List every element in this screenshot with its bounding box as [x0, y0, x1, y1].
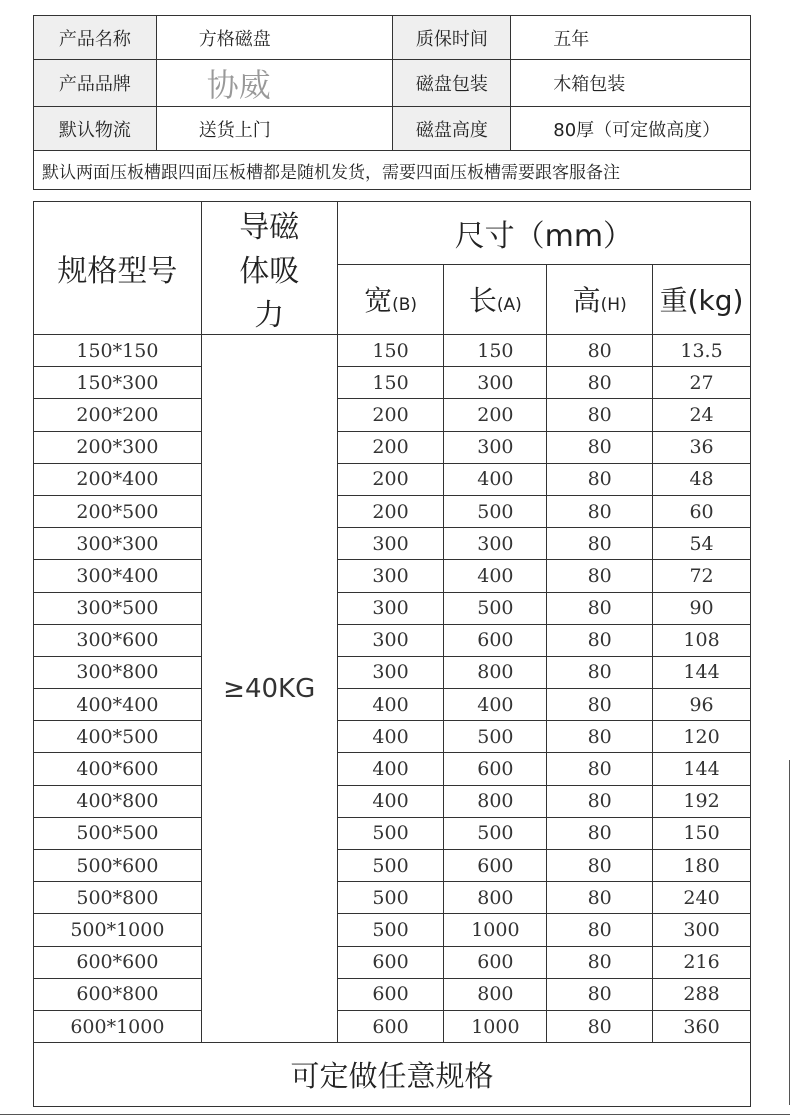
width-cell: 500 — [337, 882, 444, 914]
custom-spec-note: 可定做任意规格 — [34, 1043, 751, 1107]
table-row — [34, 1010, 751, 1042]
model-cell: 300*500 — [34, 592, 202, 624]
weight-cell: 96 — [653, 689, 751, 721]
weight-cell: 240 — [653, 882, 751, 914]
table-row — [34, 528, 751, 560]
length-cell: 600 — [444, 753, 547, 785]
width-header-sub: (B) — [392, 295, 418, 316]
length-cell: 600 — [444, 624, 547, 656]
table-row — [34, 656, 751, 688]
product-info-table — [33, 15, 751, 190]
model-cell: 200*400 — [34, 463, 202, 495]
length-cell: 300 — [444, 431, 547, 463]
model-cell: 300*400 — [34, 560, 202, 592]
product-name-value: 方格磁盘 — [156, 16, 393, 60]
table-row — [34, 367, 751, 399]
table-row — [34, 399, 751, 431]
edge-line — [0, 1114, 790, 1115]
weight-cell: 288 — [653, 978, 751, 1010]
height-cell: 80 — [547, 817, 653, 849]
packaging-label: 磁盘包装 — [393, 60, 511, 107]
weight-cell: 150 — [653, 817, 751, 849]
height-cell: 80 — [547, 946, 653, 978]
table-row — [34, 335, 751, 367]
height-cell: 80 — [547, 528, 653, 560]
width-cell: 500 — [337, 914, 444, 946]
length-cell: 500 — [444, 817, 547, 849]
length-cell: 500 — [444, 592, 547, 624]
height-cell: 80 — [547, 399, 653, 431]
width-cell: 600 — [337, 1010, 444, 1042]
spec-table — [33, 201, 751, 1107]
height-cell: 80 — [547, 689, 653, 721]
weight-cell: 60 — [653, 495, 751, 527]
weight-cell: 360 — [653, 1010, 751, 1042]
length-cell: 800 — [444, 785, 547, 817]
model-cell: 150*300 — [34, 367, 202, 399]
height-cell: 80 — [547, 914, 653, 946]
table-row — [34, 592, 751, 624]
table-row — [34, 914, 751, 946]
weight-cell: 144 — [653, 656, 751, 688]
height-cell: 80 — [547, 624, 653, 656]
model-cell: 400*600 — [34, 753, 202, 785]
length-cell: 150 — [444, 335, 547, 367]
size-header: 尺寸（mm） — [337, 202, 750, 265]
model-cell: 400*400 — [34, 689, 202, 721]
height-cell: 80 — [547, 882, 653, 914]
length-cell: 1000 — [444, 1010, 547, 1042]
length-cell: 300 — [444, 528, 547, 560]
height-cell: 80 — [547, 592, 653, 624]
weight-header: 重(kg) — [653, 264, 751, 334]
width-cell: 600 — [337, 946, 444, 978]
length-cell: 300 — [444, 367, 547, 399]
model-cell: 500*800 — [34, 882, 202, 914]
width-header — [337, 264, 444, 334]
height-cell: 80 — [547, 495, 653, 527]
warranty-label: 质保时间 — [393, 16, 511, 60]
weight-cell: 216 — [653, 946, 751, 978]
height-cell: 80 — [547, 850, 653, 882]
info-row — [34, 16, 751, 60]
force-header: 导磁体吸力 — [201, 202, 337, 335]
weight-cell: 54 — [653, 528, 751, 560]
table-row — [34, 689, 751, 721]
width-cell: 600 — [337, 978, 444, 1010]
width-cell: 400 — [337, 689, 444, 721]
height-cell: 80 — [547, 978, 653, 1010]
weight-cell: 300 — [653, 914, 751, 946]
length-cell: 1000 — [444, 914, 547, 946]
brand-value: 协威 — [156, 60, 393, 107]
table-row — [34, 463, 751, 495]
table-row — [34, 560, 751, 592]
weight-cell: 24 — [653, 399, 751, 431]
height-cell: 80 — [547, 753, 653, 785]
weight-cell: 108 — [653, 624, 751, 656]
logistics-value: 送货上门 — [156, 107, 393, 151]
model-cell: 600*1000 — [34, 1010, 202, 1042]
spec-header-row — [34, 202, 751, 265]
length-cell: 800 — [444, 978, 547, 1010]
height-header — [547, 264, 653, 334]
width-cell: 300 — [337, 560, 444, 592]
table-row — [34, 850, 751, 882]
table-row — [34, 753, 751, 785]
model-cell: 500*500 — [34, 817, 202, 849]
model-cell: 500*1000 — [34, 914, 202, 946]
height-cell: 80 — [547, 463, 653, 495]
spec-footer-row — [34, 1043, 751, 1107]
table-row — [34, 624, 751, 656]
warranty-value: 五年 — [511, 16, 751, 60]
weight-cell: 36 — [653, 431, 751, 463]
weight-cell: 192 — [653, 785, 751, 817]
model-cell: 300*600 — [34, 624, 202, 656]
info-row — [34, 107, 751, 151]
length-cell: 500 — [444, 495, 547, 527]
model-cell: 300*800 — [34, 656, 202, 688]
height-label: 磁盘高度 — [393, 107, 511, 151]
table-row — [34, 785, 751, 817]
width-cell: 200 — [337, 495, 444, 527]
width-cell: 150 — [337, 335, 444, 367]
length-cell: 600 — [444, 946, 547, 978]
height-cell: 80 — [547, 721, 653, 753]
weight-cell: 48 — [653, 463, 751, 495]
height-header-sub: (H) — [600, 295, 627, 316]
length-cell: 400 — [444, 689, 547, 721]
width-cell: 200 — [337, 431, 444, 463]
model-cell: 200*200 — [34, 399, 202, 431]
force-value-cell: ≥40KG — [201, 335, 337, 1043]
weight-cell: 72 — [653, 560, 751, 592]
width-cell: 400 — [337, 721, 444, 753]
model-cell: 600*600 — [34, 946, 202, 978]
model-cell: 400*500 — [34, 721, 202, 753]
weight-cell: 120 — [653, 721, 751, 753]
length-cell: 200 — [444, 399, 547, 431]
brand-label: 产品品牌 — [34, 60, 157, 107]
model-cell: 300*300 — [34, 528, 202, 560]
spec-body — [34, 335, 751, 1043]
product-name-label: 产品名称 — [34, 16, 157, 60]
length-cell: 400 — [444, 463, 547, 495]
height-header-text: 高 — [572, 284, 601, 318]
info-note-row — [34, 151, 751, 190]
length-cell: 800 — [444, 656, 547, 688]
table-row — [34, 431, 751, 463]
model-cell: 600*800 — [34, 978, 202, 1010]
length-header-sub: (A) — [496, 295, 522, 316]
height-cell: 80 — [547, 785, 653, 817]
height-cell: 80 — [547, 656, 653, 688]
width-cell: 200 — [337, 463, 444, 495]
model-cell: 200*300 — [34, 431, 202, 463]
model-cell: 150*150 — [34, 335, 202, 367]
model-cell: 400*800 — [34, 785, 202, 817]
weight-cell: 180 — [653, 850, 751, 882]
weight-cell: 90 — [653, 592, 751, 624]
width-cell: 400 — [337, 753, 444, 785]
model-cell: 500*600 — [34, 850, 202, 882]
width-cell: 150 — [337, 367, 444, 399]
length-cell: 800 — [444, 882, 547, 914]
width-cell: 300 — [337, 592, 444, 624]
height-cell: 80 — [547, 367, 653, 399]
height-cell: 80 — [547, 560, 653, 592]
model-header: 规格型号 — [34, 202, 202, 335]
height-cell: 80 — [547, 335, 653, 367]
height-cell: 80 — [547, 431, 653, 463]
weight-cell: 27 — [653, 367, 751, 399]
length-cell: 600 — [444, 850, 547, 882]
table-row — [34, 978, 751, 1010]
table-row — [34, 721, 751, 753]
width-cell: 300 — [337, 656, 444, 688]
length-header-text: 长 — [468, 284, 497, 318]
info-row — [34, 60, 751, 107]
height-value: 80厚（可定做高度） — [511, 107, 751, 151]
width-cell: 500 — [337, 817, 444, 849]
width-cell: 400 — [337, 785, 444, 817]
width-cell: 300 — [337, 528, 444, 560]
packaging-value: 木箱包装 — [511, 60, 751, 107]
length-cell: 400 — [444, 560, 547, 592]
length-cell: 500 — [444, 721, 547, 753]
weight-cell: 144 — [653, 753, 751, 785]
length-header — [444, 264, 547, 334]
model-cell: 200*500 — [34, 495, 202, 527]
shipping-note: 默认两面压板槽跟四面压板槽都是随机发货，需要四面压板槽需要跟客服备注 — [34, 151, 751, 190]
table-row — [34, 946, 751, 978]
width-cell: 500 — [337, 850, 444, 882]
table-row — [34, 817, 751, 849]
table-row — [34, 882, 751, 914]
height-cell: 80 — [547, 1010, 653, 1042]
width-header-text: 宽 — [364, 284, 393, 318]
table-row — [34, 495, 751, 527]
width-cell: 300 — [337, 624, 444, 656]
weight-cell: 13.5 — [653, 335, 751, 367]
width-cell: 200 — [337, 399, 444, 431]
logistics-label: 默认物流 — [34, 107, 157, 151]
